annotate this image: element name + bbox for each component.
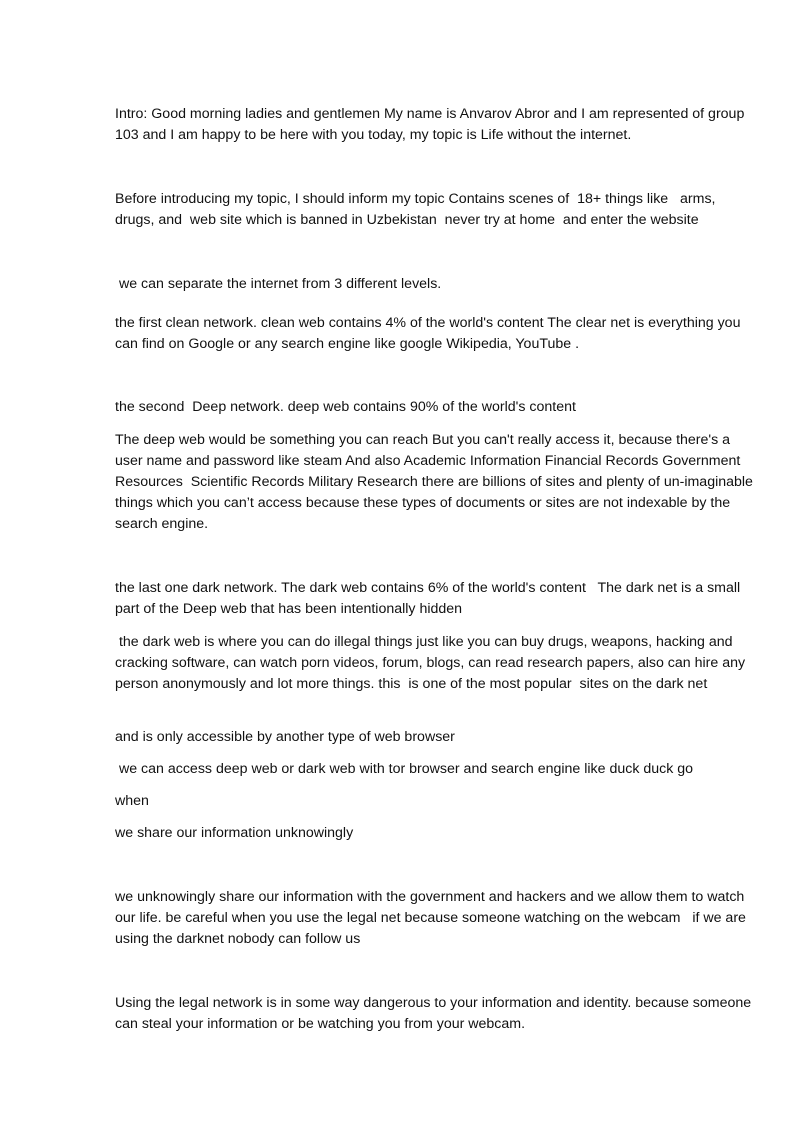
paragraph-tor: we can access deep web or dark web with tor browser and search engine like duck duck go <box>115 761 694 777</box>
paragraph-deep-web: The deep web would be something you can reach But you can't really access it, because there's a user name and password like steam And also Academic Information Financial Records Government Resources Scientific Records Military Research there are billions of sites and plenty of un-imaginable things which you can’t access because these types of documents or sites are not indexable by the search engine. <box>115 432 757 532</box>
paragraph-legal-network: Using the legal network is in some way dangerous to your information and identity. because someone can steal your information or be watching you from your webcam. <box>115 995 756 1032</box>
paragraph-share-info: we share our information unknowingly <box>115 825 354 841</box>
paragraph-intro: Intro: Good morning ladies and gentlemen My name is Anvarov Abror and I am represented of group 103 and I am happy to be here with you today, my topic is Life without the internet. <box>115 106 749 143</box>
paragraph-government: we unknowingly share our information with the government and hackers and we allow them to watch our life. be careful when you use the legal net because someone watching on the webcam if we are using the darknet nobody can follow us <box>115 889 750 947</box>
paragraph-dark-net: the last one dark network. The dark web contains 6% of the world's content The dark net is a small part of the Deep web that has been intentionally hidden <box>115 580 745 617</box>
paragraph-levels: we can separate the internet from 3 different levels. <box>115 276 442 292</box>
paragraph-clear-net: the first clean network. clean web contains 4% of the world's content The clear net is everything you can find on Google or any search engine like google Wikipedia, YouTube . <box>115 315 745 352</box>
paragraph-deep-net-heading: the second Deep network. deep web contains 90% of the world's content <box>115 399 576 415</box>
paragraph-browser: and is only accessible by another type of web browser <box>115 729 455 745</box>
paragraph-warning: Before introducing my topic, I should inform my topic Contains scenes of 18+ things like arms, drugs, and web site which is banned in Uzbekistan never try at home and enter the website <box>115 191 720 228</box>
paragraph-dark-web: the dark web is where you can do illegal things just like you can buy drugs, weapons, hacking and cracking software, can watch porn videos, forum, blogs, can read research papers, also can hire any person anonymously and lot more things. this is one of the most popular sites on the dark net <box>115 634 750 692</box>
paragraph-when: when <box>115 793 149 809</box>
